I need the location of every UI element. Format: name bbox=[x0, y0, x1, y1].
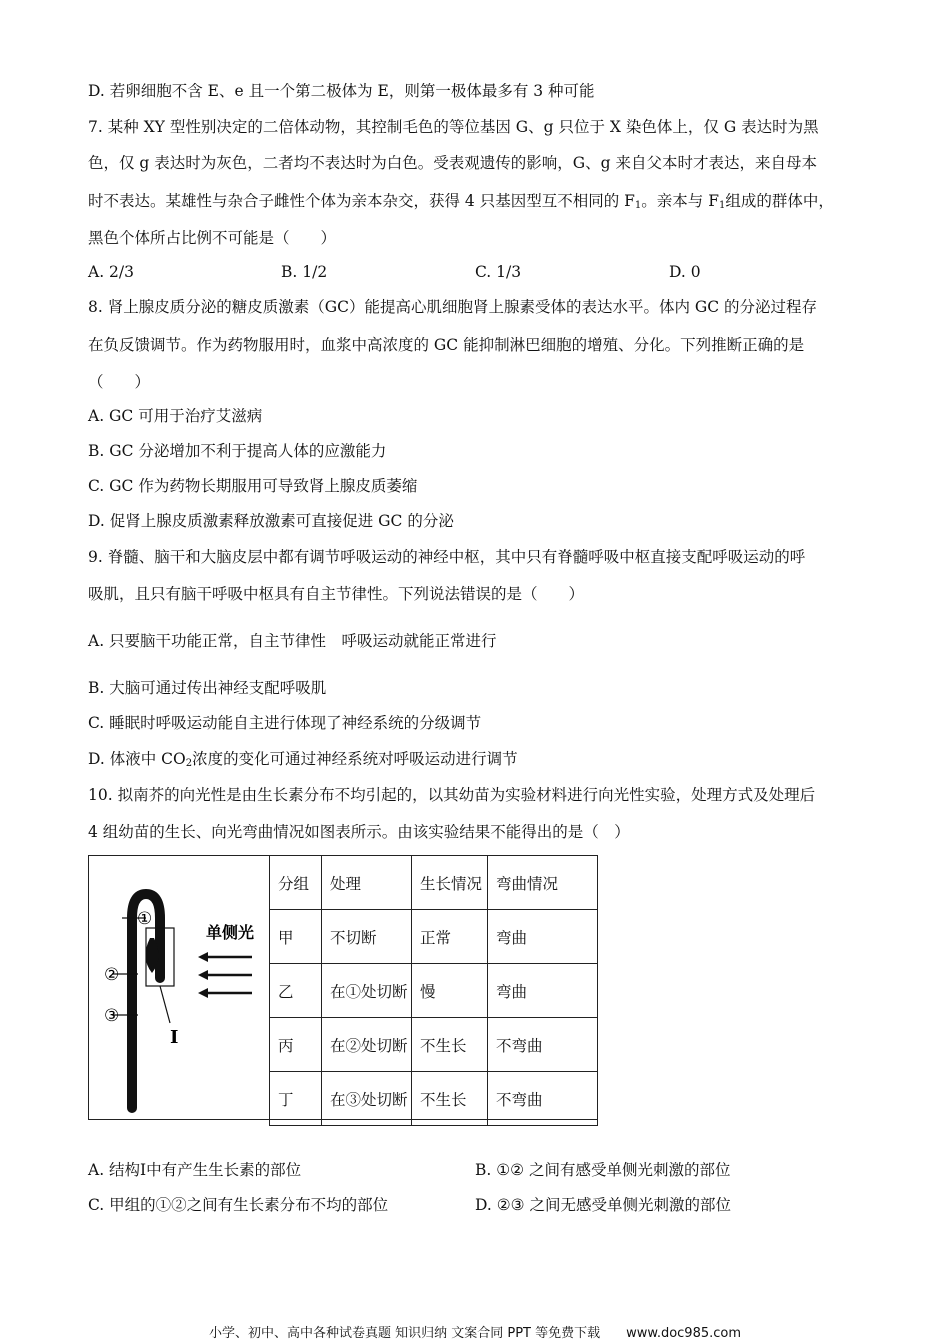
q10-option-a: A. 结构I中有产生生长素的部位 bbox=[88, 1161, 302, 1179]
cell-bending: 弯曲 bbox=[488, 910, 598, 964]
q7-line3-text: 时不表达。某雄性与杂合子雌性个体为亲本杂交，获得 4 只基因型互不相同的 F bbox=[88, 192, 635, 210]
q7-option-d: D. 0 bbox=[669, 263, 701, 281]
q8-option-c: C. GC 作为药物长期服用可导致肾上腺皮质萎缩 bbox=[88, 477, 418, 495]
table-row bbox=[270, 964, 598, 1018]
q7-stem-line-1: 7. 某种 XY 型性别决定的二倍体动物，其控制毛色的等位基因 G、g 只位于 X 染色体上，仅 G 表达时为黑 bbox=[88, 118, 819, 136]
table-header-row bbox=[270, 856, 598, 910]
cell-bending: 不弯曲 bbox=[488, 1018, 598, 1072]
q8-option-b: B. GC 分泌增加不利于提高人体的应激能力 bbox=[88, 442, 387, 460]
cell-treatment: 在②处切断 bbox=[322, 1018, 412, 1072]
page-footer: 小学、初中、高中各种试卷真题 知识归纳 文案合同 PPT 等免费下载 www.doc985.com bbox=[208, 1326, 742, 1341]
q10-stem-line-1: 10. 拟南芥的向光性是由生长素分布不均引起的，以其幼苗为实验材料进行向光性实验，处理方式及处理后 bbox=[88, 786, 816, 804]
q7-line3-end: 组成的群体中， bbox=[725, 192, 834, 210]
header-treatment: 处理 bbox=[322, 856, 412, 910]
cell-group: 乙 bbox=[270, 964, 322, 1018]
q9-option-c: C. 睡眠时呼吸运动能自主进行体现了神经系统的分级调节 bbox=[88, 714, 482, 732]
cell-bending: 弯曲 bbox=[488, 964, 598, 1018]
cell-growth: 正常 bbox=[412, 910, 488, 964]
q9-option-b: B. 大脑可通过传出神经支配呼吸肌 bbox=[88, 679, 327, 697]
q8-stem-line-2: 在负反馈调节。作为药物服用时，血浆中高浓度的 GC 能抑制淋巴细胞的增殖、分化。下列推断正确的是 bbox=[88, 336, 805, 354]
cell-growth: 慢 bbox=[412, 964, 488, 1018]
mark3-label: ③ bbox=[104, 1006, 120, 1026]
q9-option-d bbox=[88, 748, 518, 775]
structure-i-pointer bbox=[160, 986, 170, 1023]
header-bending: 弯曲情况 bbox=[488, 856, 598, 910]
q7-option-a: A. 2/3 bbox=[88, 263, 134, 281]
cell-bending: 不弯曲 bbox=[488, 1072, 598, 1126]
table-row bbox=[270, 1018, 598, 1072]
cell-group: 丙 bbox=[270, 1018, 322, 1072]
q10-option-b: B. ①② 之间有感受单侧光刺激的部位 bbox=[475, 1161, 731, 1179]
q7-stem-line-2: 色，仅 g 表达时为灰色，二者均不表达时为白色。受表观遗传的影响，G、g 来自父本时才表达，来自母本 bbox=[88, 154, 818, 172]
cell-group: 丁 bbox=[270, 1072, 322, 1126]
seedling-diagram bbox=[90, 858, 268, 1118]
q8-option-d: D. 促肾上腺皮质激素释放激素可直接促进 GC 的分泌 bbox=[88, 512, 454, 530]
q9-option-a: A. 只要脑干功能正常，自主节律性 呼吸运动就能正常进行 bbox=[88, 632, 497, 650]
cell-growth: 不生长 bbox=[412, 1018, 488, 1072]
q8-option-a: A. GC 可用于治疗艾滋病 bbox=[88, 407, 263, 425]
q7-line3-mid: 。亲本与 F bbox=[641, 192, 719, 210]
cell-treatment: 不切断 bbox=[322, 910, 412, 964]
q6-option-d: D. 若卵细胞不含 E、e 且一个第二极体为 E，则第一极体最多有 3 种可能 bbox=[88, 82, 595, 100]
header-group: 分组 bbox=[270, 856, 322, 910]
q8-stem-line-3: （ ） bbox=[88, 373, 151, 391]
light-arrows bbox=[202, 957, 252, 993]
table-row bbox=[270, 910, 598, 964]
q7-option-b: B. 1/2 bbox=[281, 263, 328, 281]
light-label: 单侧光 bbox=[206, 923, 255, 942]
q7-stem-line-4: 黑色个体所占比例不可能是（ ） bbox=[88, 229, 337, 247]
q10-stem-line-2: 4 组幼苗的生长、向光弯曲情况如图表所示。由该实验结果不能得出的是（ ） bbox=[88, 823, 630, 841]
cell-growth: 不生长 bbox=[412, 1072, 488, 1126]
q7-option-c: C. 1/3 bbox=[475, 263, 522, 281]
header-growth: 生长情况 bbox=[412, 856, 488, 910]
cell-group: 甲 bbox=[270, 910, 322, 964]
table-row bbox=[270, 1072, 598, 1126]
mark1-label: ① bbox=[137, 909, 153, 929]
structure-i-label: I bbox=[170, 1027, 179, 1048]
q9-stem-line-1: 9. 脊髓、脑干和大脑皮层中都有调节呼吸运动的神经中枢，其中只有脊髓呼吸中枢直接支配呼吸运动的呼 bbox=[88, 548, 806, 566]
cell-treatment: 在③处切断 bbox=[322, 1072, 412, 1126]
q10-option-d: D. ②③ 之间无感受单侧光刺激的部位 bbox=[475, 1196, 731, 1214]
q9-optd-pre: D. 体液中 CO bbox=[88, 750, 186, 768]
experiment-table bbox=[269, 855, 598, 1126]
q10-option-c: C. 甲组的①②之间有生长素分布不均的部位 bbox=[88, 1196, 389, 1214]
cell-treatment: 在①处切断 bbox=[322, 964, 412, 1018]
q9-stem-line-2: 吸肌，且只有脑干呼吸中枢具有自主节律性。下列说法错误的是（ ） bbox=[88, 585, 585, 603]
q7-stem-line-3 bbox=[88, 190, 834, 217]
mark2-label: ② bbox=[104, 965, 120, 985]
q9-optd-post: 浓度的变化可通过神经系统对呼吸运动进行调节 bbox=[192, 750, 518, 768]
q7-f1-sub: 1 bbox=[634, 200, 642, 211]
q8-stem-line-1: 8. 肾上腺皮质分泌的糖皮质激素（GC）能提高心肌细胞肾上腺素受体的表达水平。体内 GC 的分泌过程存 bbox=[88, 298, 818, 316]
q9-co2-sub: 2 bbox=[185, 758, 193, 769]
q7-f1-sub-2: 1 bbox=[718, 200, 726, 211]
arrow-heads bbox=[198, 952, 208, 998]
